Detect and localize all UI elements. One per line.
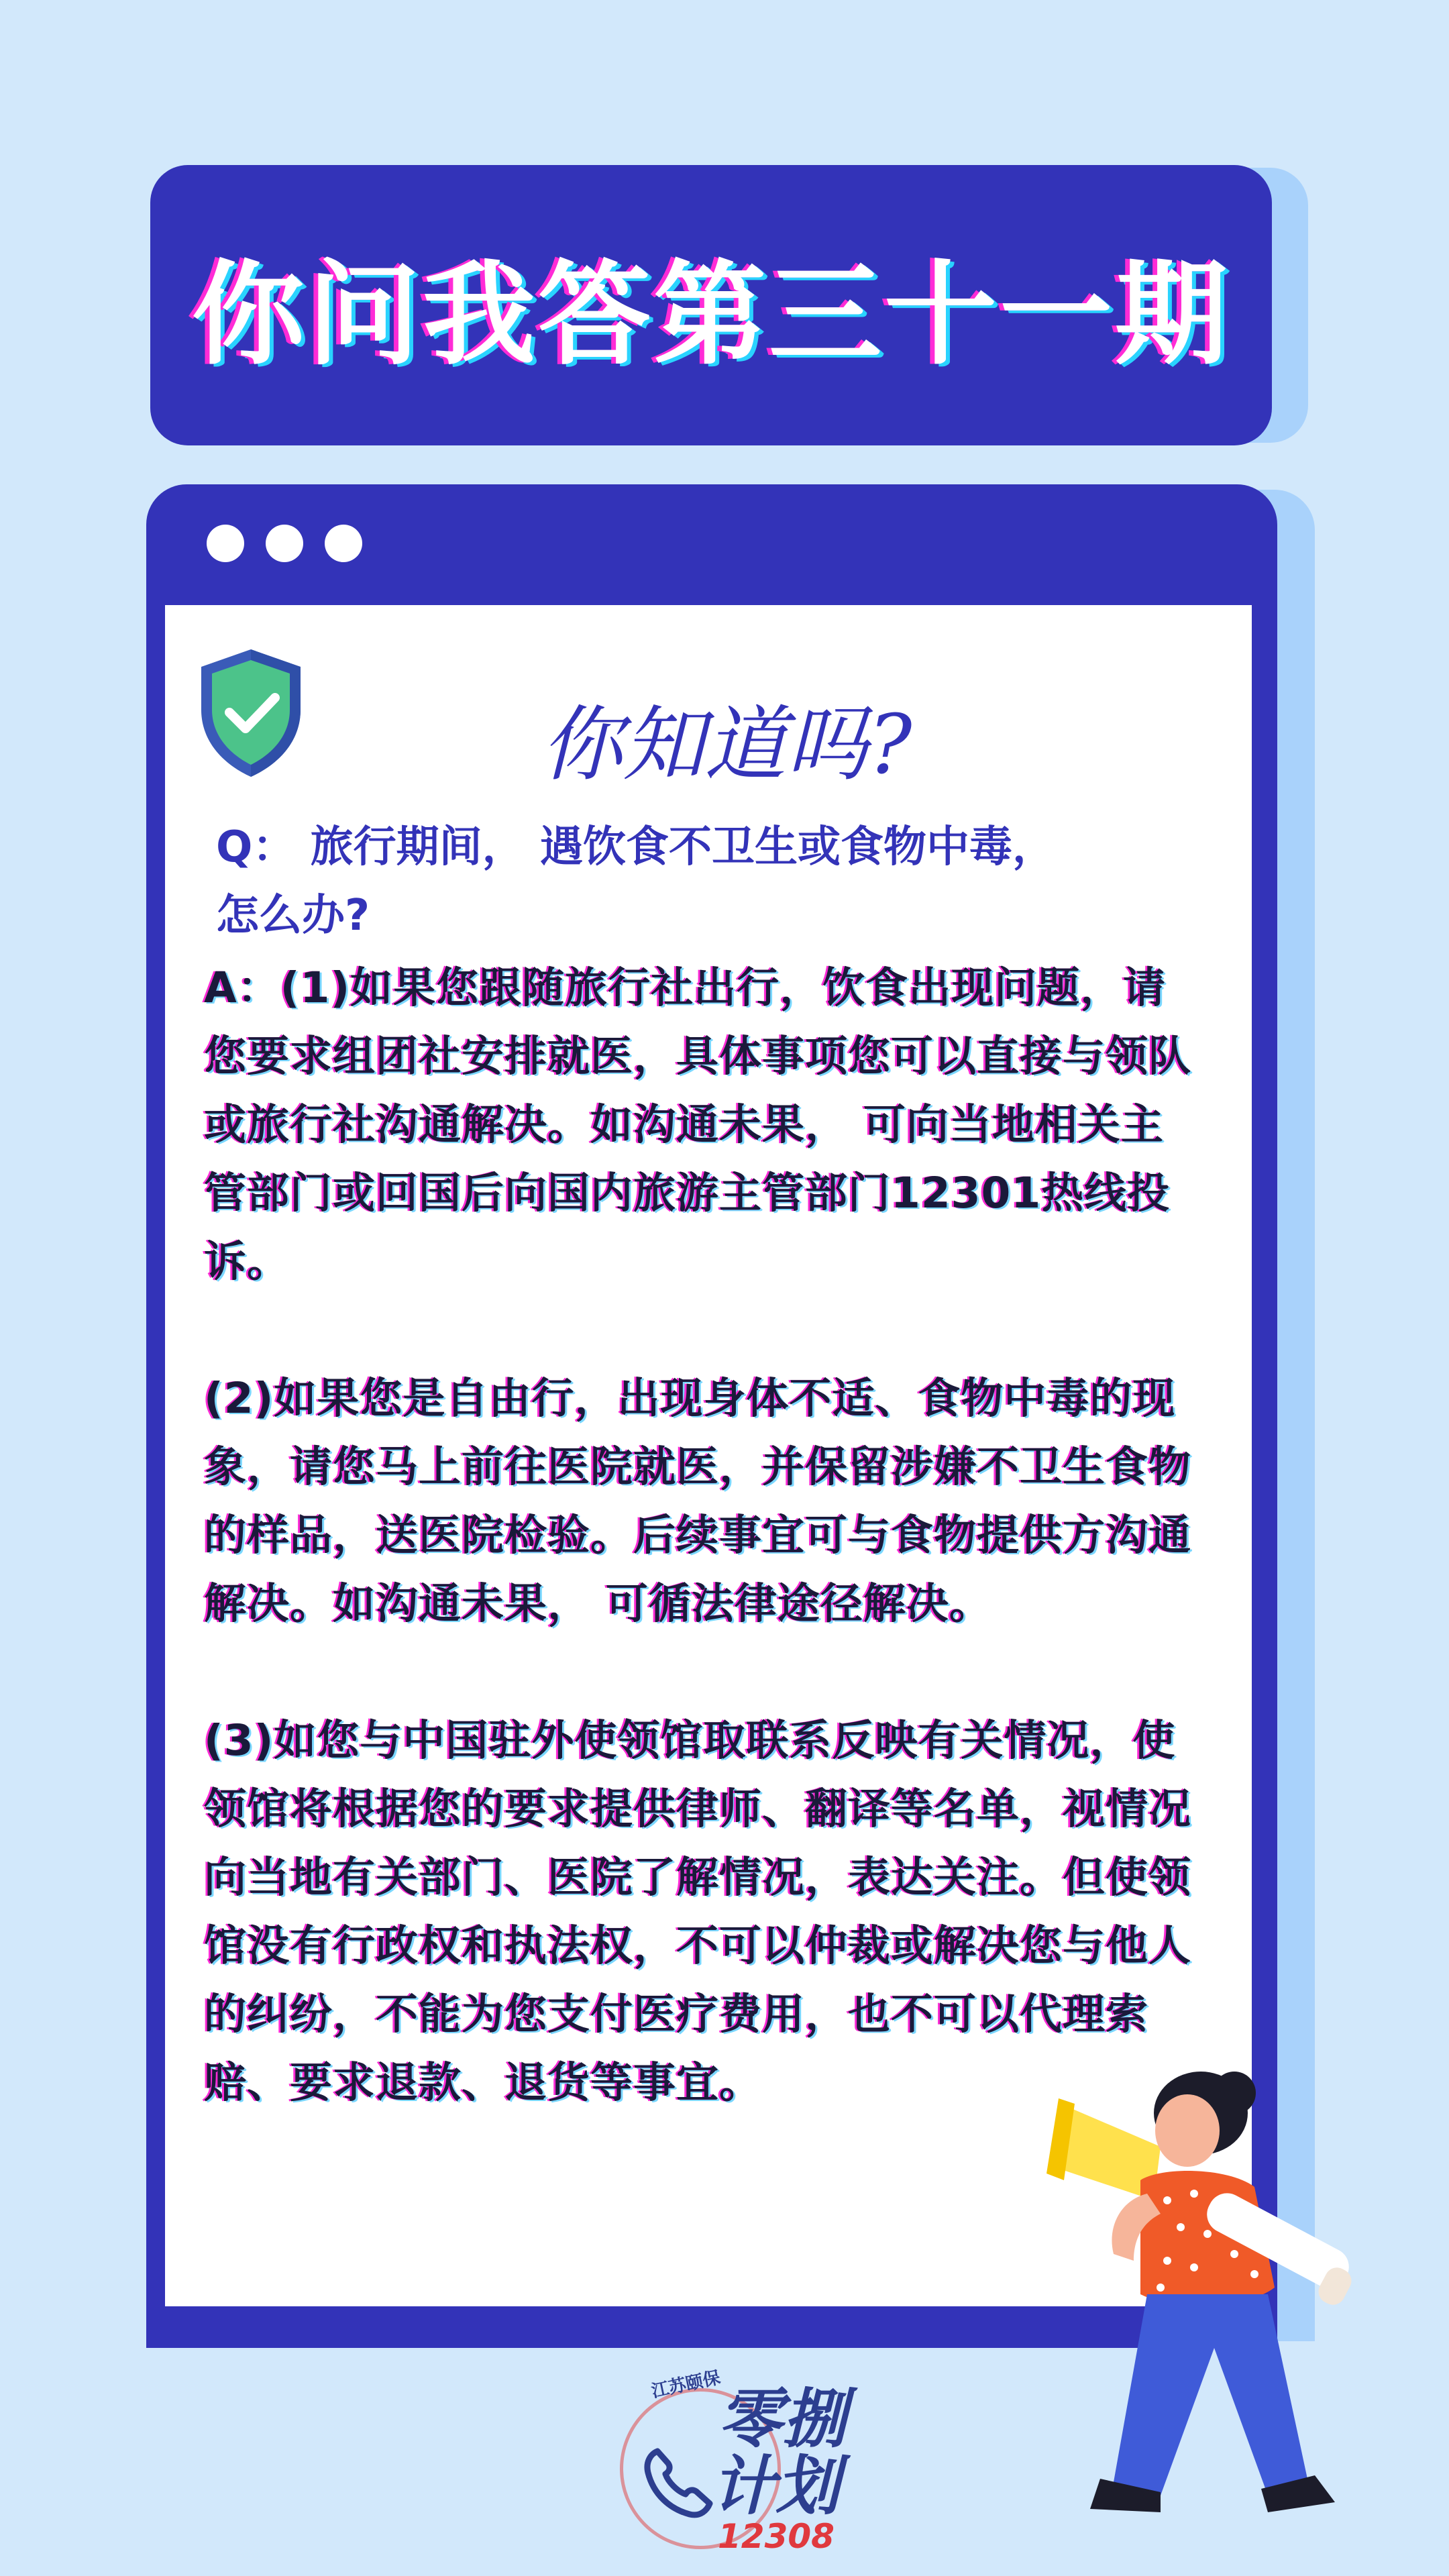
answer-paragraph-3: (3)如您与中国驻外使领馆取联系反映有关情况，使领馆将根据您的要求提供律师、翻译等名单，视情况向当地有关部门、医院了解情况，表达关注。但使领馆没有行政权和执法权，不可以仲裁或解决您与他人的纠纷，不能为您支付医疗费用，也不可以代理索赔、要求退款、退货等事宜。 [204,1716,1191,2107]
question-text: Q： 旅行期间， 遇饮食不卫生或食物中毒， 怎么办? [216,822,1055,941]
logo-line2: 计划 [711,2449,840,2524]
shield-check-icon [196,645,306,780]
logo-number: 12308 [718,2517,835,2556]
answer-paragraph-1: A：(1)如果您跟随旅行社出行，饮食出现问题，请您要求组团社安排就医，具体事项您可以直接与领队或旅行社沟通解决。如沟通未果， 可向当地相关主管部门或回国后向国内旅游主管部门12301热线投诉。 [204,963,1191,1286]
window-dot [325,525,362,562]
window-dots-icon [207,525,362,562]
logo-line1: 零捌 [718,2381,847,2457]
page-title: 你问我答第三十一期 [192,248,1230,380]
window-dot [266,525,303,562]
logo-org: 江苏颐保 [649,2367,722,2402]
woman-megaphone-illustration [1026,2066,1402,2576]
section-heading: 你知道吗? [541,697,912,792]
window-body [165,605,1252,2306]
phone-icon [637,2442,718,2522]
footer-logo [610,2361,852,2563]
title-banner [150,165,1272,445]
answer-paragraph-2: (2)如果您是自由行，出现身体不适、食物中毒的现象，请您马上前往医院就医，并保留涉嫌不卫生食物的样品，送医院检验。后续事宜可与食物提供方沟通解决。如沟通未果， 可循法律途径解决。 [204,1374,1191,1628]
answer-block [204,954,1197,2117]
window-dot [207,525,244,562]
